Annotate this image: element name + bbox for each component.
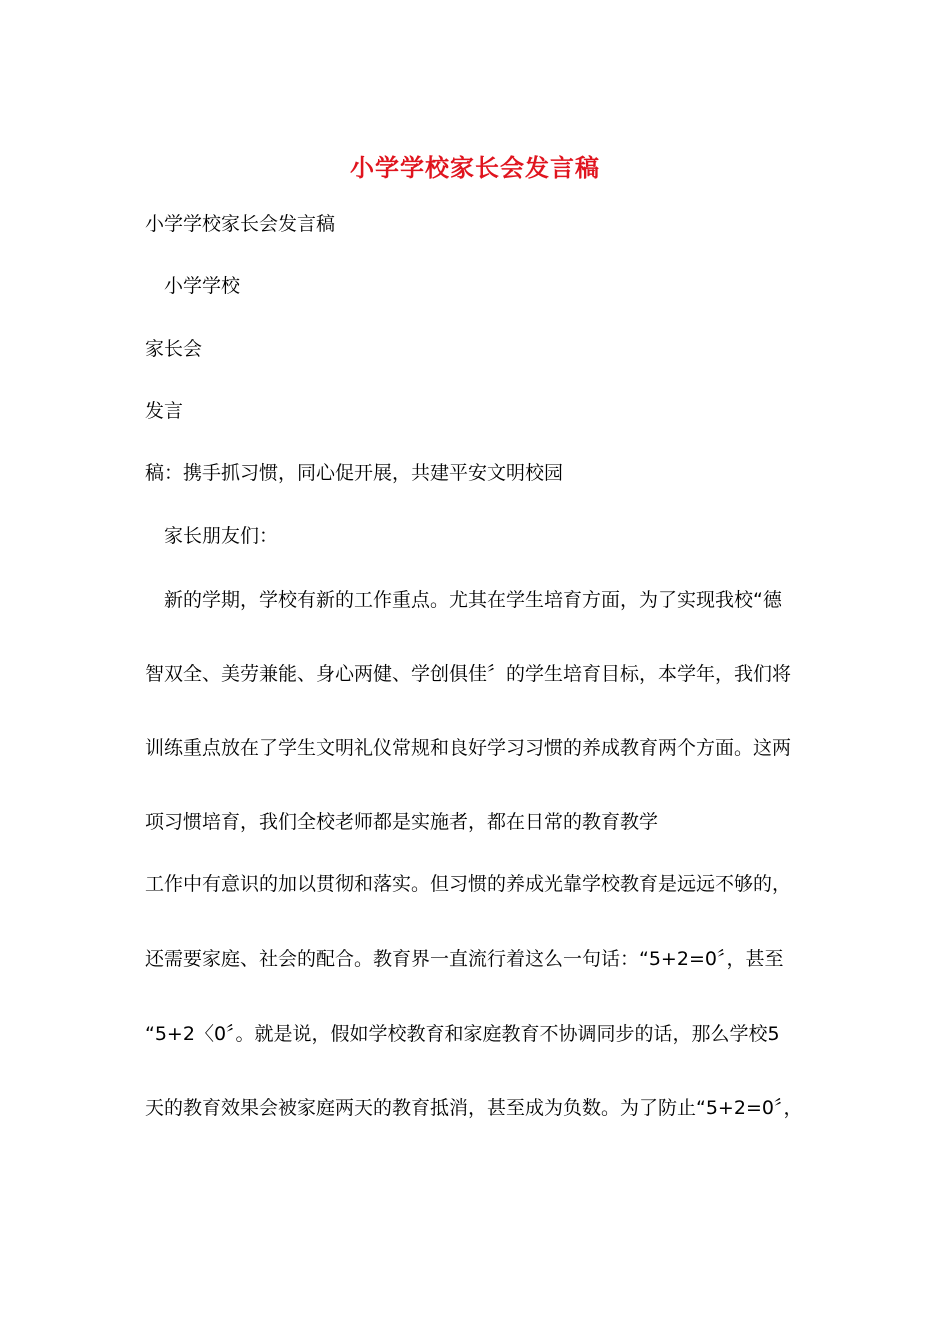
body-line: 工作中有意识的加以贯彻和落实。但习惯的养成光靠学校教育是远远不够的， [145,873,792,895]
salutation-line: 家长朋友们： [164,525,279,547]
keyword-line-meeting: 家长会 [145,338,203,360]
body-line: 还需要家庭、社会的配合。教育界一直流行着这么一句话：“5+2=0〞，甚至 [145,948,784,970]
body-line: 训练重点放在了学生文明礼仪常规和良好学习习惯的养成教育两个方面。这两 [145,737,792,759]
document-title: 小学学校家长会发言稿 [350,153,600,182]
body-line: 新的学期，学校有新的工作重点。尤其在学生培育方面，为了实现我校“德 [164,589,782,611]
keyword-line-school: 小学学校 [164,275,241,297]
subtitle-line: 小学学校家长会发言稿 [145,213,336,235]
speech-theme-line: 稿：携手抓习惯，同心促开展，共建平安文明校园 [145,462,564,484]
body-line: 项习惯培育，我们全校老师都是实施者，都在日常的教育教学 [145,811,659,833]
body-line: 智双全、美劳兼能、身心两健、学创俱佳〞的学生培育目标，本学年，我们将 [145,663,792,685]
keyword-line-speech: 发言 [145,400,184,422]
body-line: 天的教育效果会被家庭两天的教育抵消，甚至成为负数。为了防止“5+2=0〞， [145,1097,803,1119]
body-line: “5+2〈0〞。就是说，假如学校教育和家庭教育不协调同步的话，那么学校5 [145,1023,780,1045]
